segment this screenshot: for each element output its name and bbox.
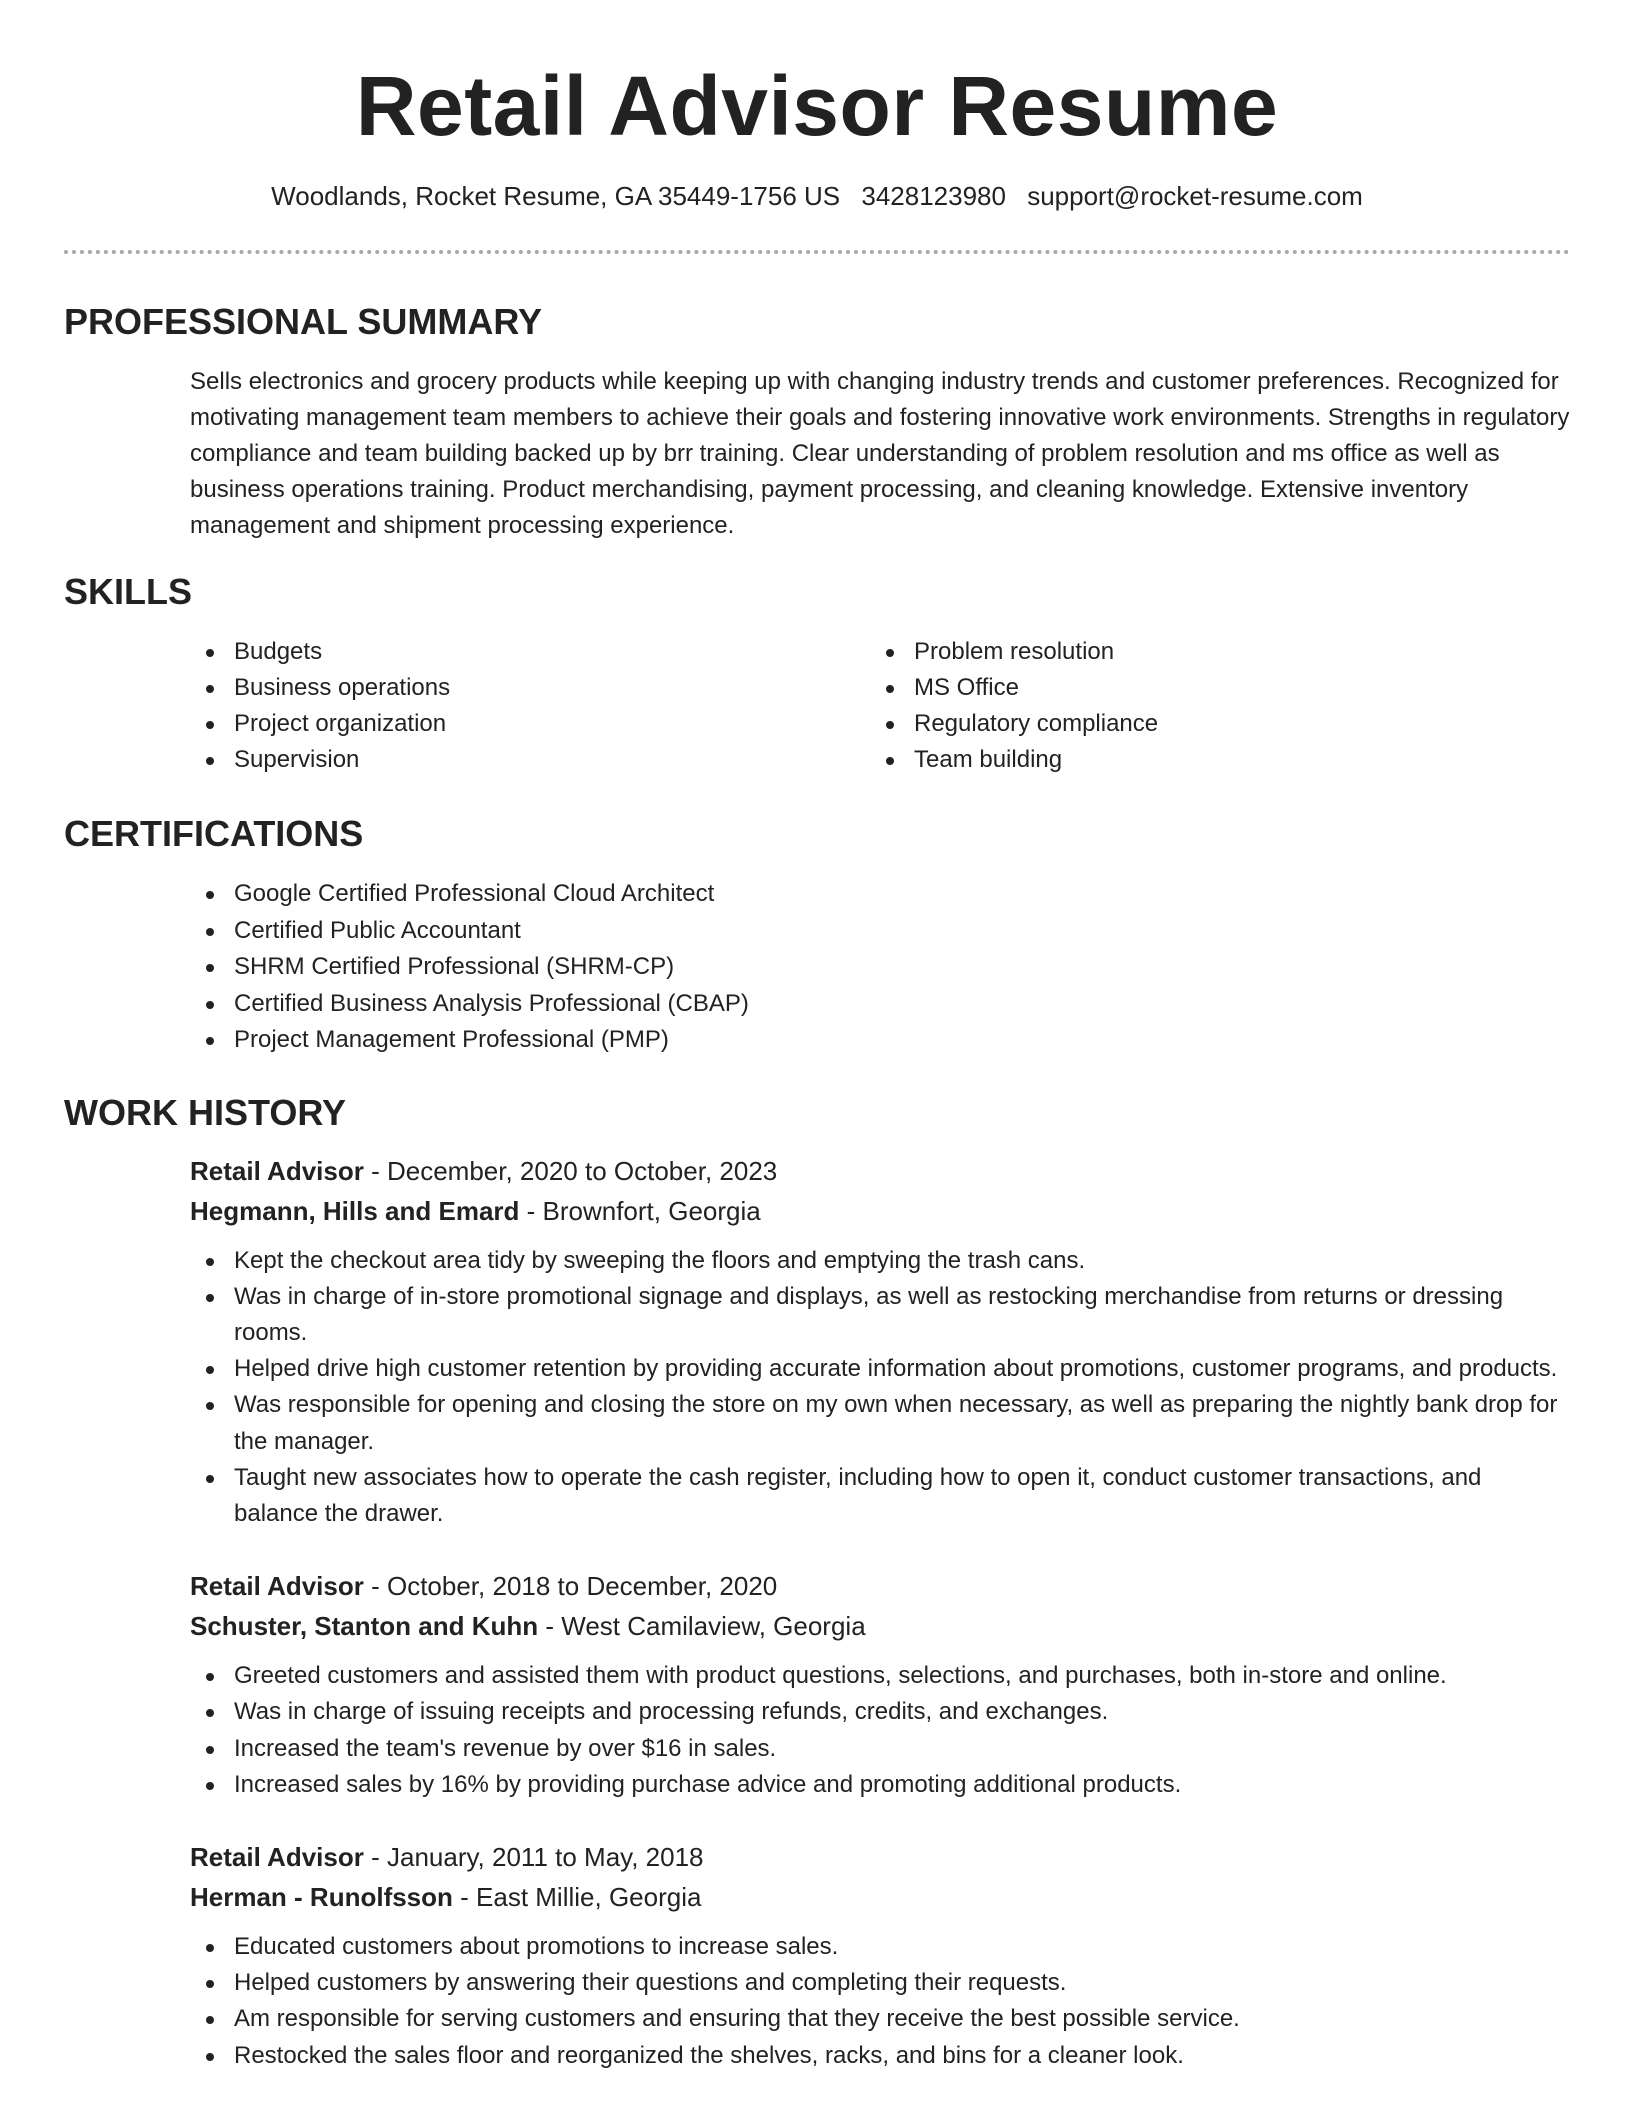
job-duty-item: Was in charge of in-store promotional signage and displays, as well as restocking merchandise from returns or dressing rooms. — [190, 1279, 1570, 1351]
job-company: Herman - Runolfsson — [190, 1881, 453, 1912]
header-divider — [64, 250, 1570, 254]
certification-item: SHRM Certified Professional (SHRM-CP) — [190, 949, 1570, 986]
job-entry — [190, 1566, 1570, 1803]
skill-item: Project organization — [190, 706, 870, 742]
skills-list — [190, 634, 1570, 778]
resume-page — [64, 0, 1570, 2074]
job-duty-item: Educated customers about promotions to increase sales. — [190, 1929, 1570, 1965]
skills-column-left — [190, 634, 870, 778]
job-duty-item: Was in charge of issuing receipts and processing refunds, credits, and exchanges. — [190, 1694, 1570, 1730]
job-duties — [190, 1929, 1570, 2074]
resume-title: Retail Advisor Resume — [355, 59, 1279, 153]
job-dates: - December, 2020 to October, 2023 — [363, 1155, 778, 1186]
job-duties — [190, 1658, 1570, 1803]
summary-heading: PROFESSIONAL SUMMARY — [64, 301, 543, 342]
certification-item: Certified Public Accountant — [190, 913, 1570, 950]
skill-item: MS Office — [870, 670, 1550, 706]
job-duty-item: Restocked the sales floor and reorganized the shelves, racks, and bins for a cleaner look. — [190, 2038, 1570, 2074]
job-duties — [190, 1243, 1570, 1533]
skill-item: Problem resolution — [870, 634, 1550, 670]
contact-info — [64, 180, 1570, 212]
job-title: Retail Advisor — [190, 1571, 364, 1602]
job-title-line — [190, 1566, 1570, 1606]
job-duty-item: Helped drive high customer retention by providing accurate information about promotions, customer programs, and products. — [190, 1351, 1570, 1387]
skill-item: Supervision — [190, 742, 870, 778]
job-entry — [190, 1151, 1570, 1533]
job-duty-item: Kept the checkout area tidy by sweeping the floors and emptying the trash cans. — [190, 1243, 1570, 1279]
job-company: Hegmann, Hills and Emard — [190, 1195, 520, 1226]
certification-item: Project Management Professional (PMP) — [190, 1022, 1570, 1059]
job-entry — [190, 1837, 1570, 2074]
job-title-line — [190, 1151, 1570, 1191]
job-title-line — [190, 1837, 1570, 1877]
job-duty-item: Was responsible for opening and closing the store on my own when necessary, as well as preparing the nightly bank drop for the manager. — [190, 1387, 1570, 1459]
job-duty-item: Am responsible for serving customers and ensuring that they receive the best possible service. — [190, 2001, 1570, 2037]
skill-item: Team building — [870, 742, 1550, 778]
job-location: - West Camilaview, Georgia — [538, 1611, 866, 1642]
skill-item: Regulatory compliance — [870, 706, 1550, 742]
job-duty-item: Increased the team's revenue by over $16 in sales. — [190, 1731, 1570, 1767]
skills-column-right — [870, 634, 1550, 778]
skill-item: Business operations — [190, 670, 870, 706]
certifications-heading: CERTIFICATIONS — [64, 813, 364, 854]
job-title: Retail Advisor — [190, 1841, 364, 1872]
contact-email: support@rocket-resume.com — [1027, 181, 1363, 211]
skill-item: Budgets — [190, 634, 870, 670]
job-duty-item: Increased sales by 16% by providing purchase advice and promoting additional products. — [190, 1767, 1570, 1803]
work-history-heading: WORK HISTORY — [64, 1091, 347, 1133]
job-company-line — [190, 1191, 1570, 1231]
job-company-line — [190, 1877, 1570, 1917]
job-location: - Brownfort, Georgia — [519, 1195, 761, 1226]
job-duty-item: Taught new associates how to operate the cash register, including how to open it, conduct customer transactions, and balance the drawer. — [190, 1460, 1570, 1532]
contact-address: Woodlands, Rocket Resume, GA 35449-1756 US — [271, 181, 841, 211]
certification-item: Google Certified Professional Cloud Architect — [190, 876, 1570, 913]
contact-phone: 3428123980 — [861, 181, 1006, 211]
skills-heading: SKILLS — [64, 571, 193, 612]
job-dates: - January, 2011 to May, 2018 — [363, 1841, 704, 1872]
job-company: Schuster, Stanton and Kuhn — [190, 1611, 539, 1642]
job-dates: - October, 2018 to December, 2020 — [363, 1571, 778, 1602]
job-duty-item: Greeted customers and assisted them with product questions, selections, and purchases, both in-store and online. — [190, 1658, 1570, 1694]
certifications-list — [190, 876, 1570, 1059]
summary-text: Sells electronics and grocery products while keeping up with changing industry trends and customer preferences. Recognized for motivating management team members to achieve their goals and fostering innovative work environments. Strengths in regulatory compliance and team building backed up by brr training. Clear understanding of problem resolution and ms office as well as business operations training. Product merchandising, payment processing, and cleaning knowledge. Extensive inventory management and shipment processing experience. — [190, 368, 1570, 539]
job-location: - East Millie, Georgia — [452, 1881, 702, 1912]
job-company-line — [190, 1606, 1570, 1646]
certification-item: Certified Business Analysis Professional (CBAP) — [190, 986, 1570, 1023]
job-title: Retail Advisor — [190, 1155, 364, 1186]
job-duty-item: Helped customers by answering their questions and completing their requests. — [190, 1965, 1570, 2001]
